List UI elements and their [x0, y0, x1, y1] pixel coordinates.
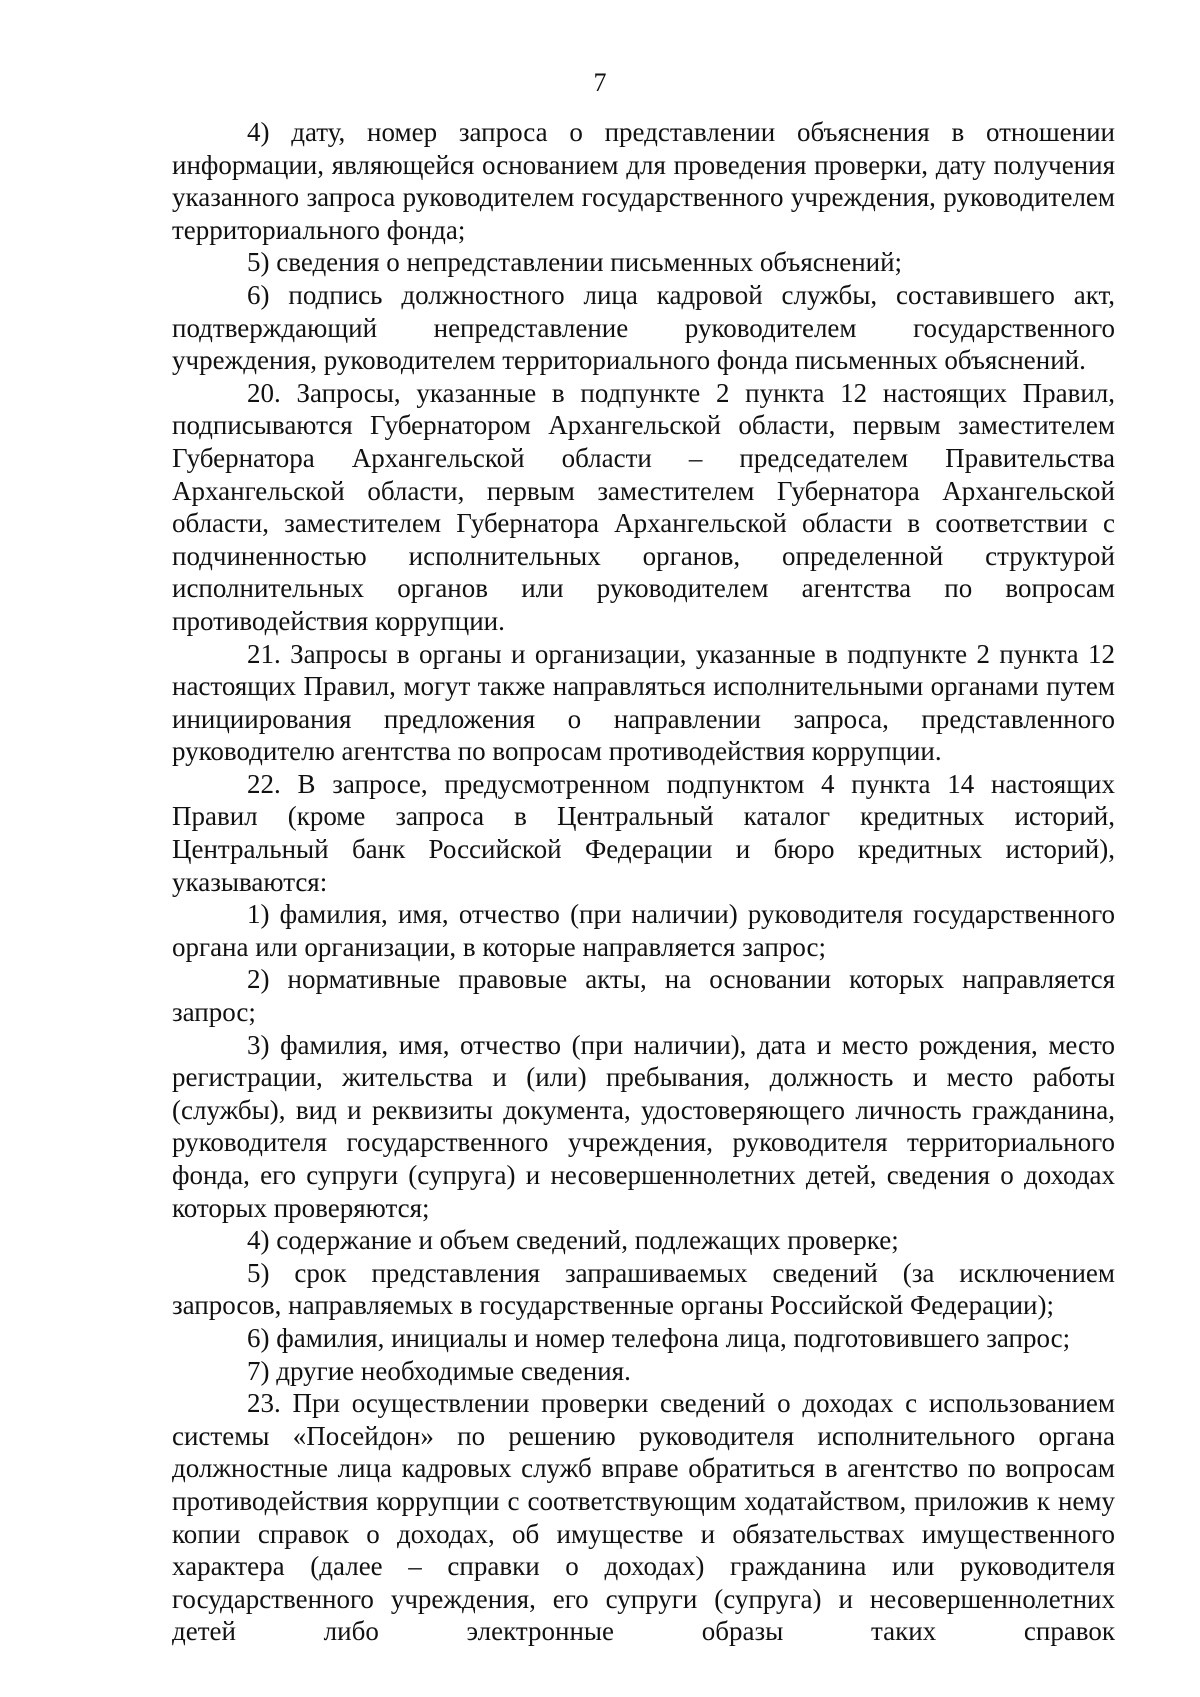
list-item-6-contact: 6) фамилия, инициалы и номер телефона лица, подготовившего запрос;: [247, 1322, 1071, 1353]
paragraph-23-poseidon: 23. При осуществлении проверки сведений о доходах с использованием системы «Посейдон» по решению руководителя исполнительного органа должностные лица кадровых служб вправе обратиться в агентство по вопросам противодействия коррупции с соответствующим ходатайством, приложив к нему копии справок о доходах, об имуществе и обязательствах имущественного характера (далее – справки о доходах) гражданина или руководителя государственного учреждения, его супруги (супруга) и несовершеннолетних детей либо электронные образы таких справок: [172, 1388, 1115, 1647]
list-item-3-personal-data: 3) фамилия, имя, отчество (при наличии), дата и место рождения, место регистрации, жительства и (или) пребывания, должность и место работы (службы), вид и реквизиты документа, удостоверяющего личность гражданина, руководителя государственного учреждения, руководителя территориального фонда, его супруги (супруга) и несовершеннолетних детей, сведения о доходах которых проверяются;: [172, 1029, 1115, 1223]
list-item-5-deadline: 5) срок представления запрашиваемых сведений (за исключением запросов, направляемых в государственные органы Российской Федерации);: [172, 1257, 1115, 1321]
list-item-7-other: 7) другие необходимые сведения.: [247, 1355, 631, 1386]
paragraph-6-signature: 6) подпись должностного лица кадровой службы, составившего акт, подтверждающий непредставление руководителем государственного учреждения, руководителем территориального фонда письменных объяснений.: [172, 279, 1115, 376]
paragraph-21-requests-organs: 21. Запросы в органы и организации, указанные в подпункте 2 пункта 12 настоящих Правил, могут также направляться исполнительными органами путем инициирования предложения о направлении запроса, представленного руководителю агентства по вопросам противодействия коррупции.: [172, 638, 1115, 767]
paragraph-4-date-number: 4) дату, номер запроса о представлении объяснения в отношении информации, являющейся основанием для проведения проверки, дату получения указанного запроса руководителем государственного учреждения, руководителем территориального фонда;: [172, 117, 1115, 245]
page-number: 7: [593, 68, 607, 97]
list-item-2-legal-acts: 2) нормативные правовые акты, на основании которых направляется запрос;: [172, 964, 1115, 1028]
paragraph-20-requests-signed: 20. Запросы, указанные в подпункте 2 пункта 12 настоящих Правил, подписываются Губернатором Архангельской области, первым заместителем Губернатора Архангельской области – председателем Правительства Архангельской области, первым заместителем Губернатора Архангельской области, заместителем Губернатора Архангельской области в соответствии с подчиненностью исполнительных органов, определенной структурой исполнительных органов или руководителем агентства по вопросам противодействия коррупции.: [172, 377, 1115, 636]
paragraph-5-non-submission: 5) сведения о непредставлении письменных объяснений;: [247, 247, 903, 278]
document-body: [172, 116, 1115, 1648]
paragraph-22-request-contents: 22. В запросе, предусмотренном подпунктом 4 пункта 14 настоящих Правил (кроме запроса в Центральный каталог кредитных историй, Центральный банк Российской Федерации и бюро кредитных историй), указываются:: [172, 768, 1115, 897]
list-item-1-surname: 1) фамилия, имя, отчество (при наличии) руководителя государственного органа или организации, в которые направляется запрос;: [172, 899, 1115, 962]
list-item-4-scope: 4) содержание и объем сведений, подлежащих проверке;: [247, 1225, 899, 1256]
